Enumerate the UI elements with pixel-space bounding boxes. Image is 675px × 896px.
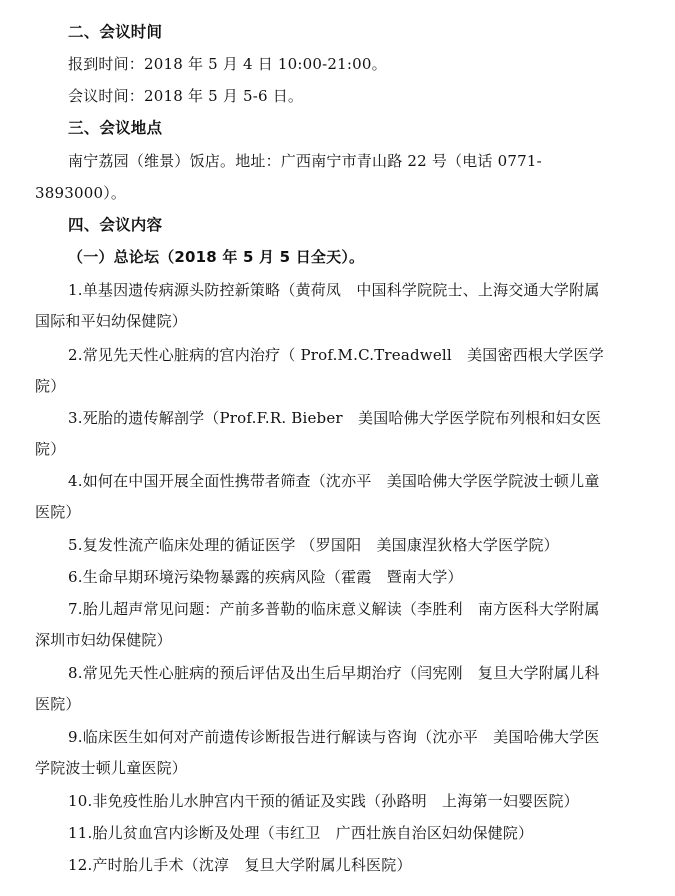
list-item-3-line-1: 3.死胎的遗传解剖学（Prof.F.R. Bieber 美国哈佛大学医学院布列根和妇女医 bbox=[68, 409, 602, 427]
location-line-1: 南宁荔园（维景）饭店。地址：广西南宁市青山路 22 号（电话 0771- bbox=[68, 152, 542, 170]
list-item-11: 11.胎儿贫血宫内诊断及处理（韦红卫 广西壮族自治区妇幼保健院） bbox=[68, 824, 534, 842]
forum-title: （一）总论坛（2018 年 5 月 5 日全天）。 bbox=[68, 248, 365, 266]
list-item-3-line-2: 院） bbox=[35, 440, 66, 458]
location-line-2: 3893000）。 bbox=[35, 184, 127, 202]
list-item-4-line-2: 医院） bbox=[35, 503, 81, 521]
meeting-time: 会议时间：2018 年 5 月 5-6 日。 bbox=[68, 87, 304, 105]
list-item-2-line-2: 院） bbox=[35, 377, 66, 395]
section-heading-time: 二、会议时间 bbox=[68, 23, 163, 41]
list-item-6: 6.生命早期环境污染物暴露的疾病风险（霍霞 暨南大学） bbox=[68, 568, 463, 586]
list-item-8-line-2: 医院） bbox=[35, 695, 81, 713]
list-item-9-line-2: 学院波士顿儿童医院） bbox=[35, 759, 188, 777]
list-item-4-line-1: 4.如何在中国开展全面性携带者筛查（沈亦平 美国哈佛大学医学院波士顿儿童 bbox=[68, 472, 600, 490]
list-item-12: 12.产时胎儿手术（沈淳 复旦大学附属儿科医院） bbox=[68, 856, 412, 874]
list-item-7-line-2: 深圳市妇幼保健院） bbox=[35, 631, 172, 649]
list-item-8-line-1: 8.常见先天性心脏病的预后评估及出生后早期治疗（闫宪刚 复旦大学附属儿科 bbox=[68, 664, 600, 682]
list-item-7-line-1: 7.胎儿超声常见问题：产前多普勒的临床意义解读（李胜利 南方医科大学附属 bbox=[68, 600, 600, 618]
list-item-2-line-1: 2.常见先天性心脏病的宫内治疗（ Prof.M.C.Treadwell 美国密西根大学医学 bbox=[68, 346, 604, 364]
list-item-10: 10.非免疫性胎儿水肿宫内干预的循证及实践（孙路明 上海第一妇婴医院） bbox=[68, 792, 579, 810]
list-item-5: 5.复发性流产临床处理的循证医学 （罗国阳 美国康涅狄格大学医学院） bbox=[68, 536, 559, 554]
list-item-1-line-2: 国际和平妇幼保健院） bbox=[35, 312, 188, 330]
list-item-1-line-1: 1.单基因遗传病源头防控新策略（黄荷凤 中国科学院院士、上海交通大学附属 bbox=[68, 281, 600, 299]
list-item-9-line-1: 9.临床医生如何对产前遗传诊断报告进行解读与咨询（沈亦平 美国哈佛大学医 bbox=[68, 728, 600, 746]
section-heading-content: 四、会议内容 bbox=[68, 216, 163, 234]
section-heading-location: 三、会议地点 bbox=[68, 119, 163, 137]
registration-time: 报到时间：2018 年 5 月 4 日 10:00-21:00。 bbox=[68, 55, 387, 73]
